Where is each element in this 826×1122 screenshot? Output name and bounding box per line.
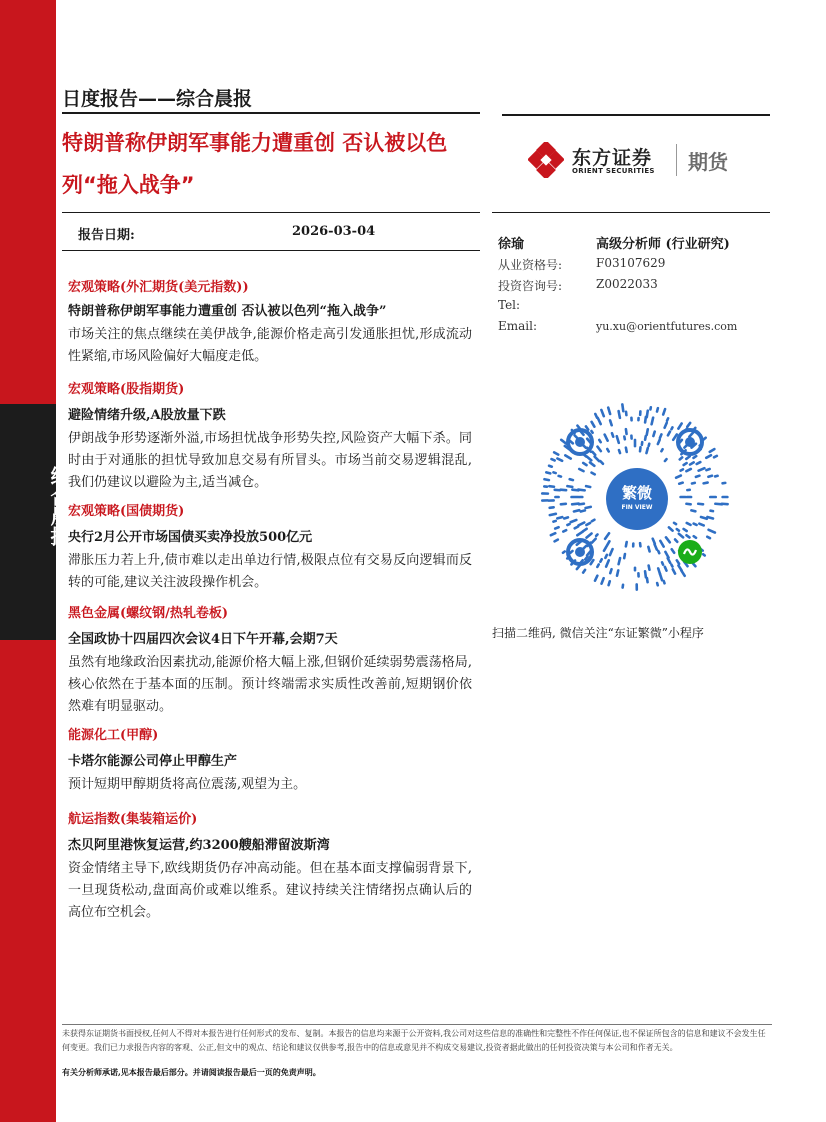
section-body: 资金情绪主导下,欧线期货仍存冲高动能。但在基本面支撑偏弱背景下,一旦现货松动,盘面高价或难以维系。建议持续关注情绪拐点确认后的高位布空机会。 <box>68 861 472 920</box>
analyst-email-value[interactable]: yu.xu@orientfutures.com <box>596 320 738 333</box>
section-body: 虽然有地缘政治因素扰动,能源价格大幅上涨,但钢价延续弱势震荡格局,核心依然在于基本面的压制。预计终端需求实质性改善前,短期钢价依然难有明显驱动。 <box>68 655 472 714</box>
section-category: 宏观策略(股指期货) <box>68 382 185 397</box>
qr-caption: 扫描二维码, 微信关注“东证繁微”小程序 <box>492 626 704 640</box>
analyst-rule-top <box>492 212 770 213</box>
date-rule-top <box>62 212 480 213</box>
main-title <box>62 122 482 206</box>
section-body: 滞胀压力若上升,债市难以走出单边行情,极限点位有交易反向逻辑而反转的可能,建议关注波段操作机会。 <box>68 553 472 590</box>
logo-separator <box>676 144 677 176</box>
disclaimer-text: 未获得东证期货书面授权,任何人不得对本报告进行任何形式的发布、复制。本报告的信息均来源于公开资料,我公司对这些信息的准确性和完整性不作任何保证,也不保证所包含的信息和建议不会发生任何变更。我们已力求报告内容的客观、公正,但文中的观点、结论和建议仅供参考,报告中的信息或意见并不构成交易建议,投资者据此做出的任何投资决策与本公司和作者无关。 <box>62 1029 766 1052</box>
date-rule-bottom <box>62 250 480 251</box>
footer-rule <box>62 1024 772 1025</box>
logo-name-en: ORIENT SECURITIES <box>572 167 655 175</box>
section-body: 预计短期甲醇期货将高位震荡,观望为主。 <box>68 777 307 792</box>
analyst-commitment-note: 有关分析师承诺,见本报告最后部分。并请阅读报告最后一页的免责声明。 <box>62 1067 321 1077</box>
analyst-tel-label: Tel: <box>498 298 521 312</box>
analyst-email-label: Email: <box>498 319 538 333</box>
section-body: 市场关注的焦点继续在美伊战争,能源价格走高引发通胀担忧,形成流动性紧缩,市场风险偏好大幅度走低。 <box>68 327 472 364</box>
section-category: 航运指数(集装箱运价) <box>68 812 198 827</box>
section-tab-label: 综合晨报 <box>47 466 71 546</box>
section-title: 全国政协十四届四次会议4日下午开幕,会期7天 <box>68 632 338 647</box>
report-type: 日度报告——综合晨报 <box>62 88 253 110</box>
logo-name-cn: 东方证券 <box>572 147 653 169</box>
analyst-license-label: 从业资格号: <box>498 258 563 272</box>
section-category: 宏观策略(国债期货) <box>68 504 185 519</box>
section-category: 能源化工(甲醇) <box>68 728 159 743</box>
report-date-label: 报告日期: <box>78 228 135 243</box>
section-title: 杰贝阿里港恢复运营,约3200艘船滞留波斯湾 <box>68 838 330 853</box>
qr-center-text: 繁微 <box>621 484 652 502</box>
analyst-consult-value: Z0022033 <box>596 277 658 291</box>
qr-center-sub: FIN VIEW <box>621 504 653 511</box>
section-title: 卡塔尔能源公司停止甲醇生产 <box>68 754 238 769</box>
section-title: 避险情绪升级,A股放量下跌 <box>68 408 226 423</box>
mini-program-qr-code <box>540 402 730 592</box>
header-rule <box>62 112 480 114</box>
section-body: 伊朗战争形势逐渐外溢,市场担忧战争形势失控,风险资产大幅下杀。同时由于对通胀的担忧导致加息交易有所冒头。市场当前交易逻辑混乱,我们仍建议以避险为主,适当减仓。 <box>68 431 472 490</box>
logo-mark-icon <box>528 142 564 178</box>
qr-center-badge <box>602 464 672 534</box>
analyst-title: 高级分析师 (行业研究) <box>596 237 730 252</box>
analyst-name: 徐瑜 <box>498 237 525 252</box>
logo-division: 期货 <box>688 150 728 174</box>
section-category: 宏观策略(外汇期货(美元指数)) <box>68 280 249 295</box>
analyst-consult-label: 投资咨询号: <box>498 279 563 293</box>
section-title: 央行2月公开市场国债买卖净投放500亿元 <box>68 530 313 545</box>
main-title-line2: 列“拖入战争” <box>62 173 195 197</box>
report-date-value: 2026-03-04 <box>292 224 376 239</box>
analyst-license-value: F03107629 <box>596 256 666 270</box>
company-logo <box>528 140 738 180</box>
section-title: 特朗普称伊朗军事能力遭重创 否认被以色列“拖入战争” <box>68 304 387 319</box>
main-title-line1: 特朗普称伊朗军事能力遭重创 否认被以色 <box>62 131 448 155</box>
section-category: 黑色金属(螺纹钢/热轧卷板) <box>68 606 229 621</box>
header-rule-right <box>502 114 770 116</box>
